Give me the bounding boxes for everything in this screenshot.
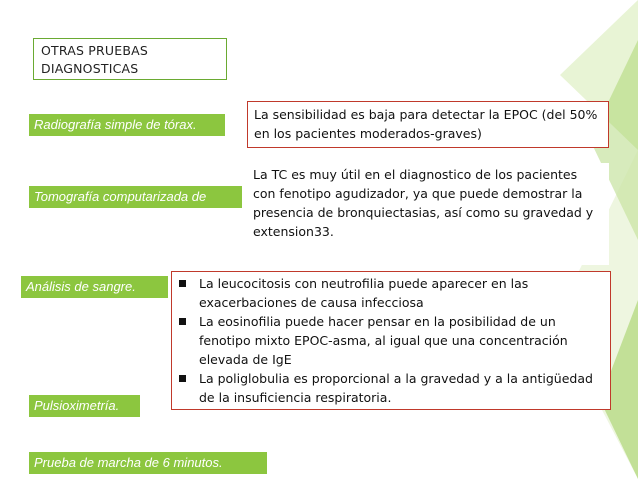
callout-radiografia xyxy=(247,101,609,148)
bullet-text: La poliglobulia es proporcional a la gravedad y a la antigüedad de la insuficiencia respiratoria. xyxy=(199,371,593,405)
label-radiografia: Radiografía simple de tórax. xyxy=(29,114,225,136)
callout-analisis xyxy=(171,271,611,410)
square-bullet-icon xyxy=(179,280,186,287)
bullet-eosinofilia xyxy=(172,312,604,369)
label-pulsioximetria: Pulsioximetría. xyxy=(29,395,140,417)
square-bullet-icon xyxy=(179,375,186,382)
label-prueba-marcha: Prueba de marcha de 6 minutos. xyxy=(29,452,267,474)
slide-title: OTRAS PRUEBAS DIAGNOSTICAS xyxy=(33,38,227,80)
callout-radiografia-text: La sensibilidad es baja para detectar la EPOC (del 50% en los pacientes moderados-graves) xyxy=(254,107,598,141)
label-tomografia: Tomografía computarizada de xyxy=(29,186,242,208)
callout-tomografia-text: La TC es muy útil en el diagnostico de los pacientes con fenotipo agudizador, ya que puede demostrar la presencia de bronquiectasias, así como su gravedad y extension33. xyxy=(253,167,594,239)
bullet-leucocitosis xyxy=(172,274,604,312)
square-bullet-icon xyxy=(179,318,186,325)
bullet-poliglobulia xyxy=(172,369,604,407)
bullet-text: La leucocitosis con neutrofilia puede aparecer en las exacerbaciones de causa infecciosa xyxy=(199,276,529,310)
callout-tomografia xyxy=(247,163,609,265)
label-analisis: Análisis de sangre. xyxy=(21,276,168,298)
bullet-text: La eosinofilia puede hacer pensar en la posibilidad de un fenotipo mixto EPOC-asma, al igual que una concentración elevada de IgE xyxy=(199,314,568,367)
